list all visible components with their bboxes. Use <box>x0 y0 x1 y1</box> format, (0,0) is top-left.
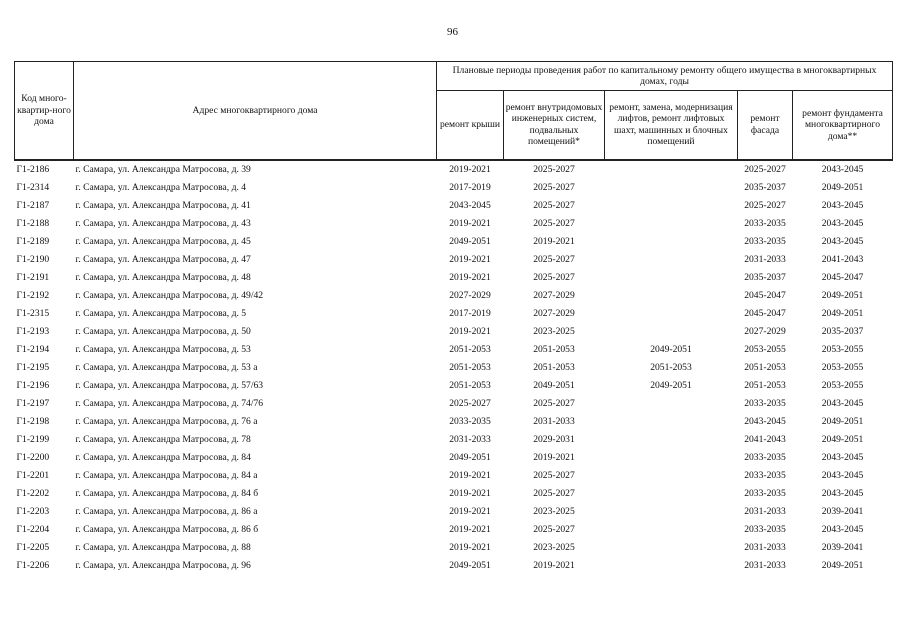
cell-facade: 2031-2033 <box>744 505 786 517</box>
cell-engineering: 2027-2029 <box>533 289 575 301</box>
cell-roof: 2019-2021 <box>449 487 491 499</box>
cell-facade: 2027-2029 <box>744 325 786 337</box>
cell-facade: 2041-2043 <box>744 433 786 445</box>
cell-address: г. Самара, ул. Александра Матросова, д. 5 <box>75 307 247 319</box>
capital-repair-table <box>14 61 893 575</box>
cell-foundation: 2043-2045 <box>821 487 864 499</box>
cell-address: г. Самара, ул. Александра Матросова, д. 50 <box>75 325 251 337</box>
cell-roof: 2043-2045 <box>449 199 491 211</box>
cell-elevators <box>605 251 738 269</box>
cell-foundation: 2043-2045 <box>821 523 864 535</box>
header-periods-group: Плановые периоды проведения работ по капитальному ремонту общего имущества в многоквартирных домах, годы <box>437 62 893 91</box>
cell-facade: 2045-2047 <box>744 307 786 319</box>
table-row <box>15 160 893 179</box>
cell-roof: 2051-2053 <box>449 343 491 355</box>
cell-address: г. Самара, ул. Александра Матросова, д. 57/63 <box>75 379 264 391</box>
table-row <box>15 179 893 197</box>
cell-elevators: 2051-2053 <box>650 361 692 373</box>
table-row <box>15 251 893 269</box>
cell-foundation: 2053-2055 <box>821 379 864 391</box>
cell-roof: 2049-2051 <box>449 559 491 571</box>
cell-code: Г1-2198 <box>16 415 50 427</box>
cell-code: Г1-2192 <box>16 289 50 301</box>
cell-elevators <box>605 431 738 449</box>
cell-elevators <box>605 233 738 251</box>
cell-engineering: 2019-2021 <box>533 559 575 571</box>
cell-engineering: 2025-2027 <box>533 199 575 211</box>
cell-facade: 2033-2035 <box>744 451 786 463</box>
cell-elevators <box>605 449 738 467</box>
table-row <box>15 557 893 575</box>
cell-engineering: 2019-2021 <box>533 451 575 463</box>
cell-facade: 2025-2027 <box>744 199 786 211</box>
cell-address: г. Самара, ул. Александра Матросова, д. 53 а <box>75 361 258 373</box>
cell-address: г. Самара, ул. Александра Матросова, д. 86 б <box>75 523 259 535</box>
cell-foundation: 2043-2045 <box>821 397 864 409</box>
cell-engineering: 2027-2029 <box>533 307 575 319</box>
cell-engineering: 2025-2027 <box>533 163 575 175</box>
table-row <box>15 521 893 539</box>
cell-roof: 2031-2033 <box>449 433 491 445</box>
cell-elevators <box>605 197 738 215</box>
cell-engineering: 2029-2031 <box>533 433 575 445</box>
cell-elevators <box>605 539 738 557</box>
cell-code: Г1-2195 <box>16 361 50 373</box>
header-facade: ремонт фасада <box>738 91 793 160</box>
cell-code: Г1-2314 <box>16 181 50 193</box>
cell-address: г. Самара, ул. Александра Матросова, д. 76 а <box>75 415 258 427</box>
cell-code: Г1-2199 <box>16 433 50 445</box>
cell-engineering: 2025-2027 <box>533 217 575 229</box>
table-row <box>15 305 893 323</box>
table-row <box>15 233 893 251</box>
table-row <box>15 539 893 557</box>
table-row <box>15 377 893 395</box>
cell-code: Г1-2202 <box>16 487 50 499</box>
cell-engineering: 2051-2053 <box>533 361 575 373</box>
cell-elevators <box>605 503 738 521</box>
cell-address: г. Самара, ул. Александра Матросова, д. 48 <box>75 271 251 283</box>
cell-engineering: 2019-2021 <box>533 235 575 247</box>
header-foundation: ремонт фундамента многоквартирного дома** <box>793 91 893 160</box>
cell-facade: 2033-2035 <box>744 217 786 229</box>
cell-elevators <box>605 179 738 197</box>
cell-address: г. Самара, ул. Александра Матросова, д. 74/76 <box>75 397 264 409</box>
cell-facade: 2031-2033 <box>744 559 786 571</box>
cell-elevators: 2049-2051 <box>650 343 692 355</box>
table-row <box>15 359 893 377</box>
cell-facade: 2033-2035 <box>744 469 786 481</box>
cell-foundation: 2043-2045 <box>821 451 864 463</box>
cell-engineering: 2023-2025 <box>533 505 575 517</box>
cell-engineering: 2051-2053 <box>533 343 575 355</box>
header-elevators: ремонт, замена, модернизация лифтов, ремонт лифтовых шахт, машинных и блочных помещений <box>605 91 738 160</box>
cell-foundation: 2043-2045 <box>821 163 864 175</box>
cell-foundation: 2039-2041 <box>821 505 864 517</box>
cell-facade: 2025-2027 <box>744 163 786 175</box>
cell-address: г. Самара, ул. Александра Матросова, д. 84 б <box>75 487 259 499</box>
cell-code: Г1-2197 <box>16 397 50 409</box>
cell-foundation: 2049-2051 <box>821 289 864 301</box>
cell-address: г. Самара, ул. Александра Матросова, д. 88 <box>75 541 251 553</box>
cell-foundation: 2043-2045 <box>821 235 864 247</box>
cell-facade: 2053-2055 <box>744 343 786 355</box>
table-row <box>15 467 893 485</box>
cell-engineering: 2031-2033 <box>533 415 575 427</box>
cell-foundation: 2035-2037 <box>821 325 864 337</box>
cell-address: г. Самара, ул. Александра Матросова, д. 49/42 <box>75 289 264 301</box>
cell-facade: 2035-2037 <box>744 181 786 193</box>
cell-code: Г1-2191 <box>16 271 50 283</box>
cell-engineering: 2023-2025 <box>533 541 575 553</box>
cell-roof: 2019-2021 <box>449 541 491 553</box>
cell-foundation: 2043-2045 <box>821 199 864 211</box>
cell-address: г. Самара, ул. Александра Матросова, д. 84 <box>75 451 251 463</box>
cell-code: Г1-2187 <box>16 199 50 211</box>
cell-code: Г1-2204 <box>16 523 50 535</box>
cell-foundation: 2053-2055 <box>821 361 864 373</box>
table-row <box>15 503 893 521</box>
cell-roof: 2019-2021 <box>449 271 491 283</box>
cell-roof: 2019-2021 <box>449 163 491 175</box>
cell-foundation: 2039-2041 <box>821 541 864 553</box>
cell-foundation: 2045-2047 <box>821 271 864 283</box>
cell-elevators <box>605 160 738 179</box>
cell-engineering: 2023-2025 <box>533 325 575 337</box>
cell-roof: 2019-2021 <box>449 469 491 481</box>
cell-roof: 2051-2053 <box>449 379 491 391</box>
cell-elevators <box>605 305 738 323</box>
cell-address: г. Самара, ул. Александра Матросова, д. 53 <box>75 343 251 355</box>
cell-address: г. Самара, ул. Александра Матросова, д. 78 <box>75 433 251 445</box>
cell-engineering: 2049-2051 <box>533 379 575 391</box>
cell-engineering: 2025-2027 <box>533 271 575 283</box>
cell-address: г. Самара, ул. Александра Матросова, д. 86 а <box>75 505 258 517</box>
cell-facade: 2033-2035 <box>744 523 786 535</box>
cell-roof: 2049-2051 <box>449 451 491 463</box>
table-row <box>15 215 893 233</box>
cell-elevators <box>605 485 738 503</box>
table-row <box>15 341 893 359</box>
cell-engineering: 2025-2027 <box>533 253 575 265</box>
cell-roof: 2019-2021 <box>449 505 491 517</box>
cell-roof: 2017-2019 <box>449 181 491 193</box>
cell-roof: 2051-2053 <box>449 361 491 373</box>
cell-facade: 2033-2035 <box>744 487 786 499</box>
cell-engineering: 2025-2027 <box>533 397 575 409</box>
cell-address: г. Самара, ул. Александра Матросова, д. 4 <box>75 181 247 193</box>
cell-facade: 2051-2053 <box>744 361 786 373</box>
page-number: 96 <box>447 26 458 38</box>
cell-code: Г1-2188 <box>16 217 50 229</box>
cell-foundation: 2043-2045 <box>821 217 864 229</box>
cell-roof: 2033-2035 <box>449 415 491 427</box>
cell-foundation: 2049-2051 <box>821 181 864 193</box>
cell-code: Г1-2196 <box>16 379 50 391</box>
cell-code: Г1-2193 <box>16 325 50 337</box>
cell-code: Г1-2205 <box>16 541 50 553</box>
cell-address: г. Самара, ул. Александра Матросова, д. 47 <box>75 253 251 265</box>
cell-engineering: 2025-2027 <box>533 469 575 481</box>
header-address: Адрес многоквартирного дома <box>74 62 437 160</box>
cell-code: Г1-2206 <box>16 559 50 571</box>
cell-engineering: 2025-2027 <box>533 523 575 535</box>
cell-facade: 2035-2037 <box>744 271 786 283</box>
cell-roof: 2025-2027 <box>449 397 491 409</box>
table-row <box>15 197 893 215</box>
cell-address: г. Самара, ул. Александра Матросова, д. 84 а <box>75 469 258 481</box>
cell-roof: 2019-2021 <box>449 253 491 265</box>
table-row <box>15 449 893 467</box>
cell-address: г. Самара, ул. Александра Матросова, д. 96 <box>75 559 251 571</box>
cell-code: Г1-2201 <box>16 469 50 481</box>
cell-roof: 2027-2029 <box>449 289 491 301</box>
header-engineering: ремонт внутридомовых инженерных систем, подвальных помещений* <box>504 91 605 160</box>
cell-facade: 2051-2053 <box>744 379 786 391</box>
cell-code: Г1-2186 <box>16 163 50 175</box>
cell-facade: 2031-2033 <box>744 253 786 265</box>
table-row <box>15 269 893 287</box>
cell-roof: 2019-2021 <box>449 217 491 229</box>
cell-elevators <box>605 269 738 287</box>
cell-foundation: 2053-2055 <box>821 343 864 355</box>
cell-roof: 2019-2021 <box>449 325 491 337</box>
table-row <box>15 485 893 503</box>
cell-elevators <box>605 521 738 539</box>
cell-code: Г1-2189 <box>16 235 50 247</box>
cell-engineering: 2025-2027 <box>533 181 575 193</box>
table-row <box>15 287 893 305</box>
header-code: Код много-квартир-ного дома <box>15 62 74 160</box>
cell-elevators <box>605 287 738 305</box>
cell-facade: 2031-2033 <box>744 541 786 553</box>
cell-engineering: 2025-2027 <box>533 487 575 499</box>
cell-foundation: 2049-2051 <box>821 415 864 427</box>
cell-elevators <box>605 413 738 431</box>
cell-address: г. Самара, ул. Александра Матросова, д. 41 <box>75 199 251 211</box>
cell-facade: 2033-2035 <box>744 235 786 247</box>
cell-foundation: 2043-2045 <box>821 469 864 481</box>
table-body <box>15 160 893 575</box>
cell-facade: 2043-2045 <box>744 415 786 427</box>
cell-foundation: 2041-2043 <box>821 253 864 265</box>
cell-foundation: 2049-2051 <box>821 307 864 319</box>
cell-address: г. Самара, ул. Александра Матросова, д. 43 <box>75 217 251 229</box>
cell-code: Г1-2203 <box>16 505 50 517</box>
cell-foundation: 2049-2051 <box>821 559 864 571</box>
cell-facade: 2033-2035 <box>744 397 786 409</box>
cell-elevators <box>605 467 738 485</box>
table-row <box>15 323 893 341</box>
cell-elevators <box>605 557 738 575</box>
cell-roof: 2017-2019 <box>449 307 491 319</box>
header-roof: ремонт крыши <box>437 91 504 160</box>
cell-address: г. Самара, ул. Александра Матросова, д. 39 <box>75 163 251 175</box>
cell-code: Г1-2315 <box>16 307 50 319</box>
cell-roof: 2049-2051 <box>449 235 491 247</box>
cell-elevators: 2049-2051 <box>650 379 692 391</box>
cell-code: Г1-2190 <box>16 253 50 265</box>
cell-elevators <box>605 215 738 233</box>
cell-elevators <box>605 323 738 341</box>
cell-roof: 2019-2021 <box>449 523 491 535</box>
cell-foundation: 2049-2051 <box>821 433 864 445</box>
table-row <box>15 431 893 449</box>
cell-code: Г1-2194 <box>16 343 50 355</box>
cell-facade: 2045-2047 <box>744 289 786 301</box>
table-row <box>15 395 893 413</box>
cell-elevators <box>605 395 738 413</box>
cell-address: г. Самара, ул. Александра Матросова, д. 45 <box>75 235 251 247</box>
table-row <box>15 413 893 431</box>
cell-code: Г1-2200 <box>16 451 50 463</box>
